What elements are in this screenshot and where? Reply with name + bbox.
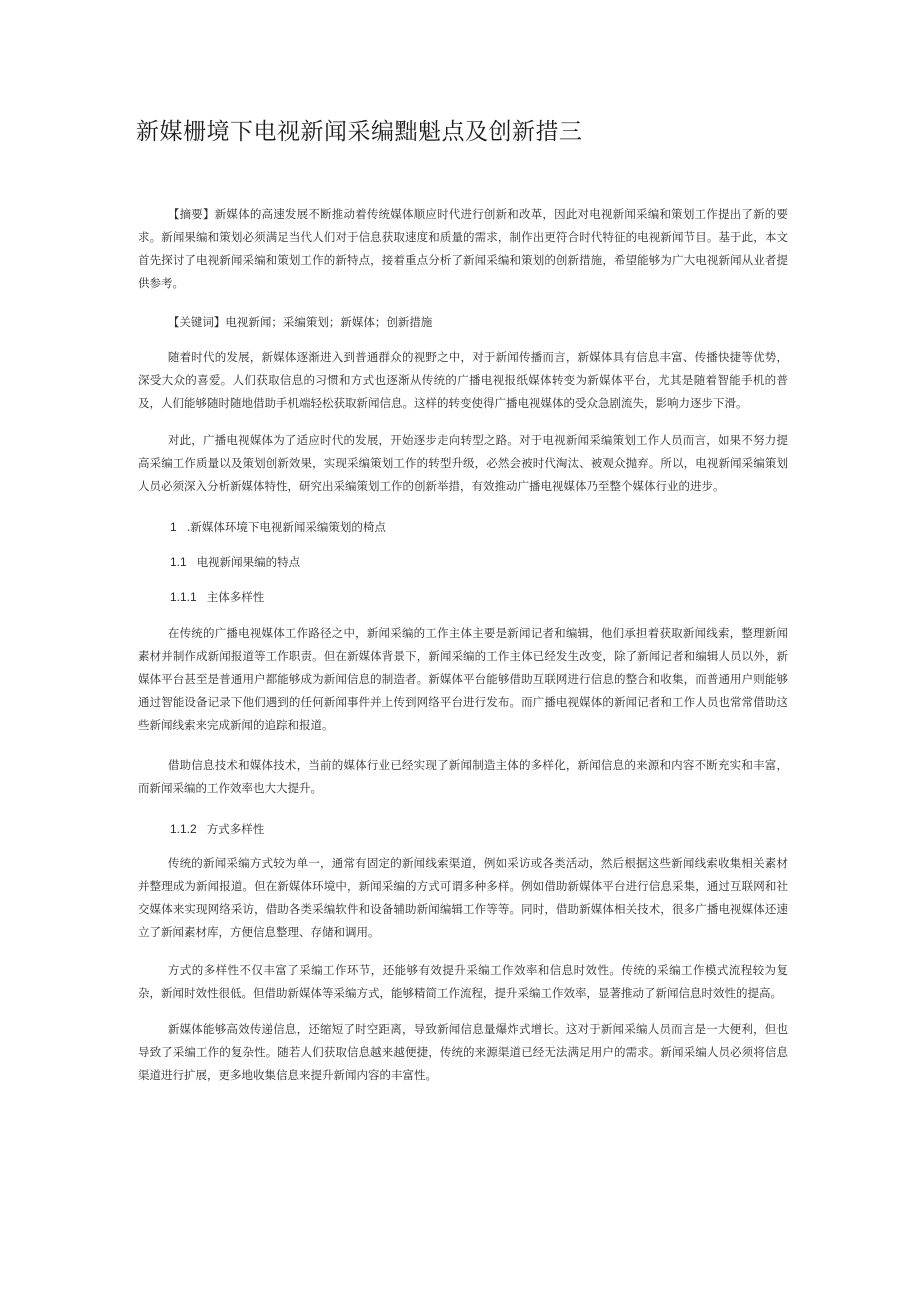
section-label: 主体多样性 xyxy=(206,590,265,604)
body-paragraph-5: 传统的新闻采编方式较为单一，通常有固定的新闻线索渠道，例如采访或各类活动，然后根据这些新闻线索收集相关素材并整理成为新闻报道。但在新媒体环境中，新闻采编的方式可谓多种多样。例如借助新媒体平台进行信息采集，通过互联网和社交媒体来实现网络采访，借助各类采编软件和设备辅助新闻编辑工作等等。同时，借助新媒体相关技术，很多广播电视媒体还速立了新闻素材库，方便信息整理、存储和调用。 xyxy=(138,856,788,939)
document-title: 新媒栅境下电视新闻采编黜魁点及创新措三 xyxy=(136,119,583,145)
section-label: 电视新闻果编的特点 xyxy=(196,555,301,569)
section-heading-1-1-2 xyxy=(170,819,770,839)
section-label: .新媒体环境下电视新闻采编策划的椅点 xyxy=(186,520,386,534)
keywords-paragraph: 【关键词】电视新闻；采编策划；新媒体；创新措施 xyxy=(167,315,433,329)
section-number: 1.1.1 xyxy=(170,590,197,604)
section-number: 1.1 xyxy=(170,555,187,569)
section-number: 1 xyxy=(170,520,177,534)
body-paragraph-4: 借助信息技术和媒体技术，当前的媒体行业已经实现了新闻制造主体的多样化，新闻信息的来源和内容不断充实和丰富，而新闻采编的工作效率也大大提升。 xyxy=(138,758,788,795)
section-heading-1-1 xyxy=(170,552,770,572)
section-heading-1 xyxy=(170,517,770,537)
body-paragraph-6: 方式的多样性不仅丰富了采编工作环节，还能够有效提升采编工作效率和信息时效性。传统的采编工作模式流程较为复杂，新闻时效性很低。但借助新媒体等采编方式，能够精简工作流程，提升采编工作效率，显著推动了新闻信息时效性的提高。 xyxy=(138,963,788,1000)
body-paragraph-7: 新媒体能够高效传递信息，还缩短了时空距离，导致新闻信息量爆炸式增长。这对于新闻采编人员而言是一大便利，但也导致了采编工作的复杂性。随若人们获取信息越来越便捷，传统的来源渠道已经无法满足用户的需求。新闻采编人员必须将信息渠道进行扩展，更多地收集信息来提升新闻内容的丰富性。 xyxy=(138,1022,788,1082)
section-heading-1-1-1 xyxy=(170,587,770,607)
body-paragraph-2: 对此，广播电视媒体为了适应时代的发展，开始逐步走向转型之路。对于电视新闻采编策划工作人员而言，如果不努力提高采编工作质量以及策划创新效果，实现采编策划工作的转型升级，必然会被时代淘汰、被观众抛弃。所以，电视新闻采编策划人员必须深入分析新媒体特性，研究出采编策划工作的创新举措，有效推动广播电视媒体乃至整个媒体行业的进步。 xyxy=(138,433,788,493)
body-paragraph-3: 在传统的广播电视媒体工作路径之中，新闻采编的工作主体主要是新闻记者和编辑，他们承担着获取新闻线索，整理新闻素材并制作成新闻报道等工作职责。但在新媒体背景下，新闻采编的工作主体已经发生改变，除了新闻记者和编辑人员以外，新媒体平台甚至是普通用户都能够成为新闻信息的制造者。新媒体平台能够借助互联网进行信息的整合和收集，而普通用户则能够通过智能设备记录下他们遇到的任何新闻事件并上传到网络平台进行发布。而广播电视媒体的新闻记者和工作人员也常常借助这些新闻线索来完成新闻的追踪和报道。 xyxy=(138,626,788,732)
body-paragraph-1: 随着时代的发展，新媒体逐渐进入到普通群众的视野之中，对于新闻传播而言，新媒体具有信息丰富、传播快捷等优势，深受大众的喜爱。人们获取信息的习惯和方式也逐渐从传统的广播电视报纸媒体转变为新媒体平台，尤其是随着智能手机的普及，人们能够随时随地借助手机端轻松获取新闻信息。这样的转变使得广播电视媒体的受众急剧流失，影响力逐步下滑。 xyxy=(138,350,788,410)
abstract-paragraph: 【摘要】新媒体的高速发展不断推动着传统媒体顺应时代进行创新和改革，因此对电视新闻采编和策划工作提出了新的要求。新闻果编和策划必须满足当代人们对于信息获取速度和质量的需求，制作出更符合时代特征的电视新闻节目。基于此，本文首先探讨了电视新闻采编和策划工作的新特点，接着重点分析了新闻采编和策划的创新措施，希望能够为广大电视新闻从业者提供参考。 xyxy=(138,207,788,290)
section-label: 方式多样性 xyxy=(206,822,265,836)
section-number: 1.1.2 xyxy=(170,822,197,836)
